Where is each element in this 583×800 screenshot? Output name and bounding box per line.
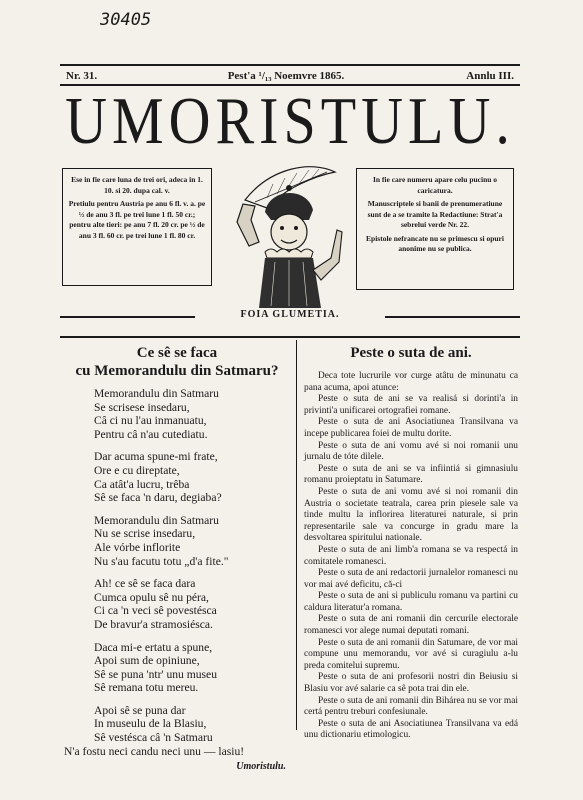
- poem-line: Ca atât'a lucru, trêba: [94, 477, 190, 491]
- prose-paragraph: Peste o suta de ani romanii din cercurile electorale romanesci vor alege numai deputati romani.: [304, 614, 518, 637]
- poem-signature: Umoristulu.: [236, 761, 286, 773]
- poem-stanza: [94, 641, 290, 695]
- poem-line: Apoi sê se puna dar: [94, 703, 186, 717]
- jester-illustration: [215, 158, 365, 308]
- poem-line: De bravur'a stramosiésca.: [94, 617, 213, 631]
- header-rule-top: [60, 64, 520, 66]
- caricature-note: In fie care numeru apare celu pucinu o caricatura.: [372, 175, 498, 195]
- prose-paragraph: Peste o suta de ani redactorii jurnalelor romanesci nu vor mai avé deficitu, că-ci: [304, 568, 518, 590]
- poem-line: Se scrisese insedaru,: [94, 400, 190, 414]
- column-divider: [296, 340, 297, 730]
- poem-stanza: [94, 577, 290, 631]
- letters-policy: Epistole nefrancate nu se primescu si opuri anonime nu se publica.: [366, 233, 504, 253]
- poem-line: Apoi sum de opiniune,: [94, 654, 200, 668]
- poem-stanza: [94, 387, 290, 441]
- prose-paragraph: Peste o suta de ani si publiculu romanu va partini cu caldura literatur'a romana.: [304, 591, 518, 613]
- prose-paragraph: Peste o suta de ani romanii din Satumare, de vor mai compune unu memorandu, vor avé si curagiulu a-lu preda comitelui supremu.: [304, 637, 518, 671]
- prose-title: Peste o suta de ani.: [350, 345, 472, 361]
- poem-line: Dar acuma spune-mi frate,: [94, 450, 218, 464]
- poem-body: [64, 387, 290, 758]
- poem-stanza: [94, 450, 290, 504]
- poem-line: Sê se faca 'n daru, degiaba?: [94, 491, 222, 505]
- prose-body: [304, 371, 518, 742]
- prose-paragraph: Peste o suta de ani vomu avé si noi romanii unu jurnalu de tóte dilele.: [304, 440, 518, 463]
- poem-line: Ah! ce sê se faca dara: [94, 577, 196, 591]
- poem-line: Pentru câ n'au cutediatu.: [94, 427, 208, 441]
- subtitle-banner: FOIA GLUMETIA.: [240, 309, 340, 320]
- poem-line: Memorandulu din Satmaru: [94, 513, 219, 527]
- editorial-info-box: [356, 168, 514, 290]
- prose-paragraph: Peste o suta de ani se va realisá si dorinti'a in privinti'a unificarei ortografiei romane.: [304, 394, 518, 416]
- poem-line: N'a fostu neci candu neci unu — lasiu!: [64, 744, 245, 758]
- poem-line: Memorandulu din Satmaru: [94, 387, 219, 400]
- poem-line: Sê se puna 'ntr' unu museu: [94, 667, 217, 681]
- prose-paragraph: Peste o suta de ani Asociatiunea Transilvana va edá unu dictionariu etimologicu.: [304, 718, 518, 741]
- prose-article: [304, 344, 518, 742]
- poem-line: Cumca opulu sê nu péra,: [94, 590, 209, 604]
- prose-paragraph: Peste o suta de ani se va infiintiá si gimnasiulu romanu proieptatu in Satumare.: [304, 463, 518, 486]
- masthead-title: UMORISTULU.: [65, 83, 515, 158]
- poem-line: Ore e cu direptate,: [94, 463, 180, 477]
- poem-line: In museulu de la Blasiu,: [94, 717, 207, 731]
- publication-frequency: Ese in fie care luna de trei ori, adeca in 1. 10. si 20. dupa cal. v.: [71, 175, 203, 195]
- submission-address: Manuscriptele si banii de prenumeratiune sunt de a se tramite la Redactiune: Strat'a sebrelui verde Nr. 22.: [367, 199, 503, 229]
- poem-line: Sê vestésca câ 'n Satmaru: [94, 731, 213, 745]
- year-volume: Annlu III.: [466, 70, 514, 82]
- poem-title-line2: cu Memorandulu din Satmaru?: [75, 363, 279, 379]
- poem-title-line1: Ce sê se faca: [136, 345, 218, 361]
- prose-paragraph: Peste o suta de ani limb'a romana se va respectá in comitatele romanesci.: [304, 544, 518, 567]
- prose-paragraph: Peste o suta de ani Asociatiunea Transilvana va incepe publicarea foiei de multu dorite.: [304, 417, 518, 439]
- catalog-stamp: 30405: [100, 10, 152, 30]
- subscription-info-box: [62, 168, 212, 286]
- poem-stanza: [94, 514, 290, 568]
- prose-paragraph: Peste o suta de ani romanii din Bihárea nu se vor mai certá pentru treburi confesiunale.: [304, 695, 518, 718]
- poem-stanza: [64, 703, 290, 758]
- subscription-prices: Pretiulu pentru Austria pe anu 6 fl. v. a. pe ½ de anu 3 fl. pe trei lune 1 fl. 50 cr.; pentru alte tieri: pe anu 7 fl. 20 cr. pe ½ de anu 3 fl. 60 cr. pe trei lune 1 fl. 80 cr.: [68, 199, 206, 240]
- place-date: Pest'a ¹/₁₃ Noemvre 1865.: [227, 70, 345, 82]
- poem-line: Ci ca 'n veci sê povestésca: [94, 604, 217, 618]
- poem-line: Nu s'au facutu totu „d'a fite.": [94, 554, 229, 568]
- prose-paragraph: Peste o suta de ani vomu avé si noi romanii din Austria o societate teatrala, carea prin piesele sale va tinde multu la inflorirea literaturei naturale, si prin representarile sale va concurge in gradu mare la desvoltarea spiritului nationale.: [304, 486, 518, 544]
- prose-paragraph: Peste o suta de ani profesorii nostri din Beiusiu si Blasiu vor avé salarie ca sê pota trai din ele.: [304, 672, 518, 695]
- subtitle-rule-left: [60, 316, 195, 318]
- poem-line: Sê remana totu mereu.: [94, 681, 199, 695]
- poem-line: Câ ci nu l'au inmanuatu,: [94, 414, 207, 428]
- subtitle-rule-right: [385, 316, 520, 318]
- prose-paragraph: Deca tote lucrurile vor curge atâtu de minunatu ca pana acuma, apoi atunce:: [304, 371, 518, 393]
- poem-line: Ale vórbe inflorite: [94, 540, 181, 554]
- issue-number: Nr. 31.: [66, 70, 98, 82]
- poem-line: Nu se scrise insedaru,: [94, 527, 196, 541]
- poem-article: [64, 344, 290, 772]
- section-rule: [60, 336, 520, 338]
- poem-line: Daca mi-e ertatu a spune,: [94, 640, 213, 654]
